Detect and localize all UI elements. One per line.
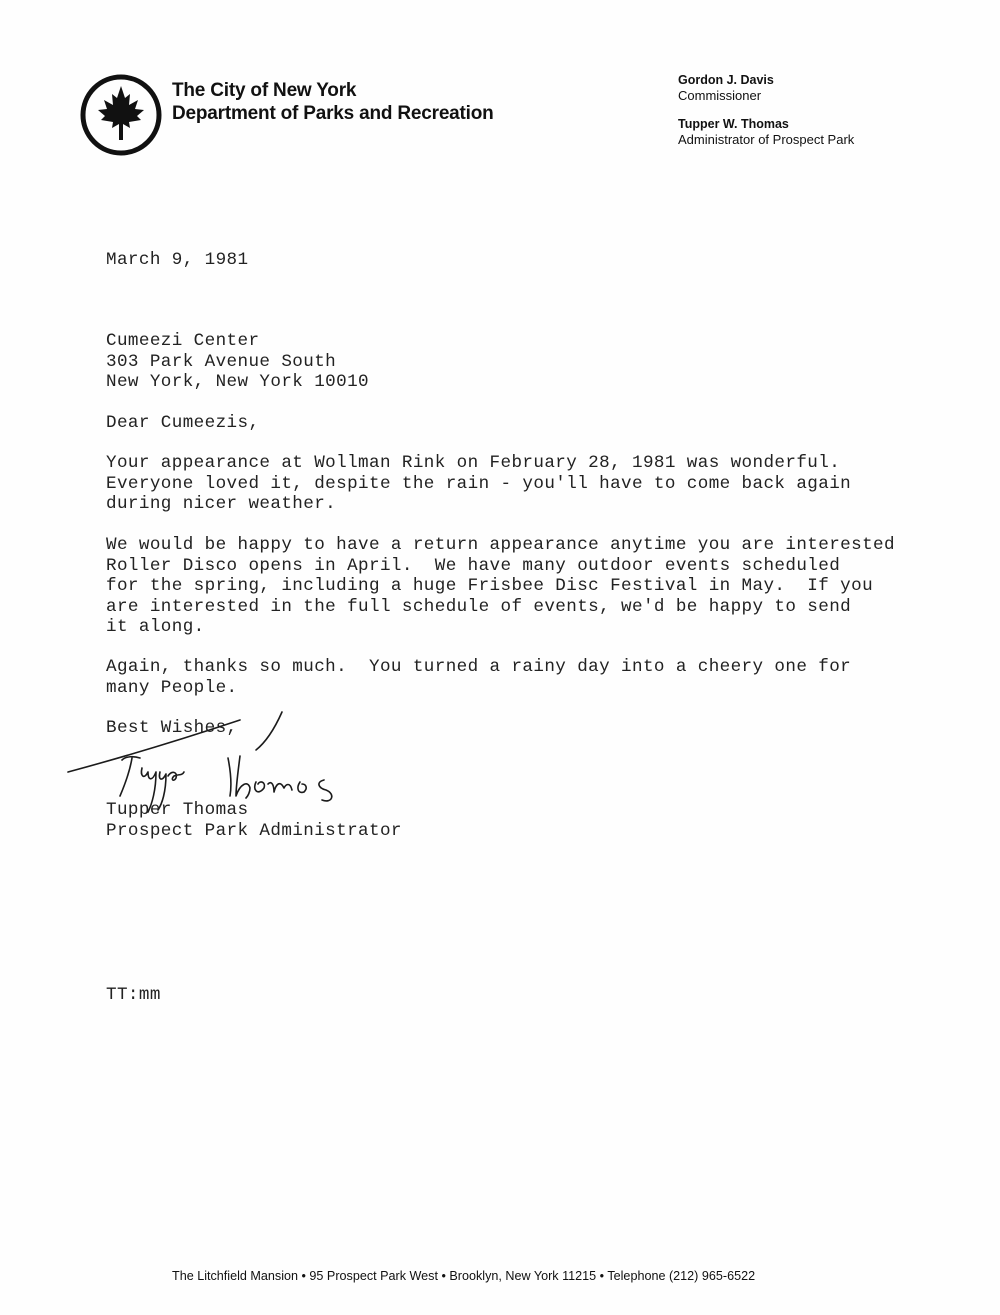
administrator-title: Administrator of Prospect Park: [678, 132, 855, 147]
organization-name: [172, 80, 494, 126]
paragraph-line: Your appearance at Wollman Rink on February 28, 1981 was wonderful.: [106, 453, 841, 473]
paragraph-line: Everyone loved it, despite the rain - you'll have to come back again: [106, 473, 852, 494]
signer-name: Tupper Thomas: [106, 800, 249, 820]
org-line-department: Department of Parks and Recreation: [172, 103, 494, 124]
paragraph-line: for the spring, including a huge Frisbee Disc Festival in May. If you: [106, 576, 874, 597]
org-line-city: The City of New York: [172, 80, 357, 101]
signer-title: Prospect Park Administrator: [106, 820, 402, 841]
footer-address: The Litchfield Mansion • 95 Prospect Park West • Brooklyn, New York 11215 • Telephone (212) 965-6522: [172, 1269, 756, 1283]
paragraph-line: Roller Disco opens in April. We have many outdoor events scheduled: [106, 555, 841, 576]
paragraph-2: [106, 535, 895, 638]
paragraph-3: [106, 657, 851, 698]
paragraph-line: during nicer weather.: [106, 494, 337, 515]
officials-block: [678, 73, 854, 148]
administrator-name: Tupper W. Thomas: [678, 117, 789, 131]
paragraph-line: We would be happy to have a return appearance anytime you are interested: [106, 535, 895, 555]
recipient-line: New York, New York 10010: [106, 372, 369, 393]
paragraph-line: many People.: [106, 677, 238, 698]
paragraph-line: it along.: [106, 617, 205, 638]
paragraph-1: [106, 453, 851, 515]
recipient-line: Cumeezi Center: [106, 331, 260, 351]
paragraph-line: are interested in the full schedule of events, we'd be happy to send: [106, 596, 852, 617]
commissioner-name: Gordon J. Davis: [678, 73, 774, 87]
signer-block: [106, 800, 402, 841]
letter-date: March 9, 1981: [106, 250, 249, 270]
recipient-line: 303 Park Avenue South: [106, 351, 337, 372]
salutation: Dear Cumeezis,: [106, 413, 260, 433]
closing: Best Wishes,: [106, 718, 238, 738]
nyc-parks-maple-leaf-icon: [80, 74, 162, 156]
commissioner-title: Commissioner: [678, 88, 762, 103]
typist-initials: TT:mm: [106, 985, 161, 1005]
paragraph-line: Again, thanks so much. You turned a rainy day into a cheery one for: [106, 657, 852, 677]
recipient-address: [106, 331, 369, 393]
